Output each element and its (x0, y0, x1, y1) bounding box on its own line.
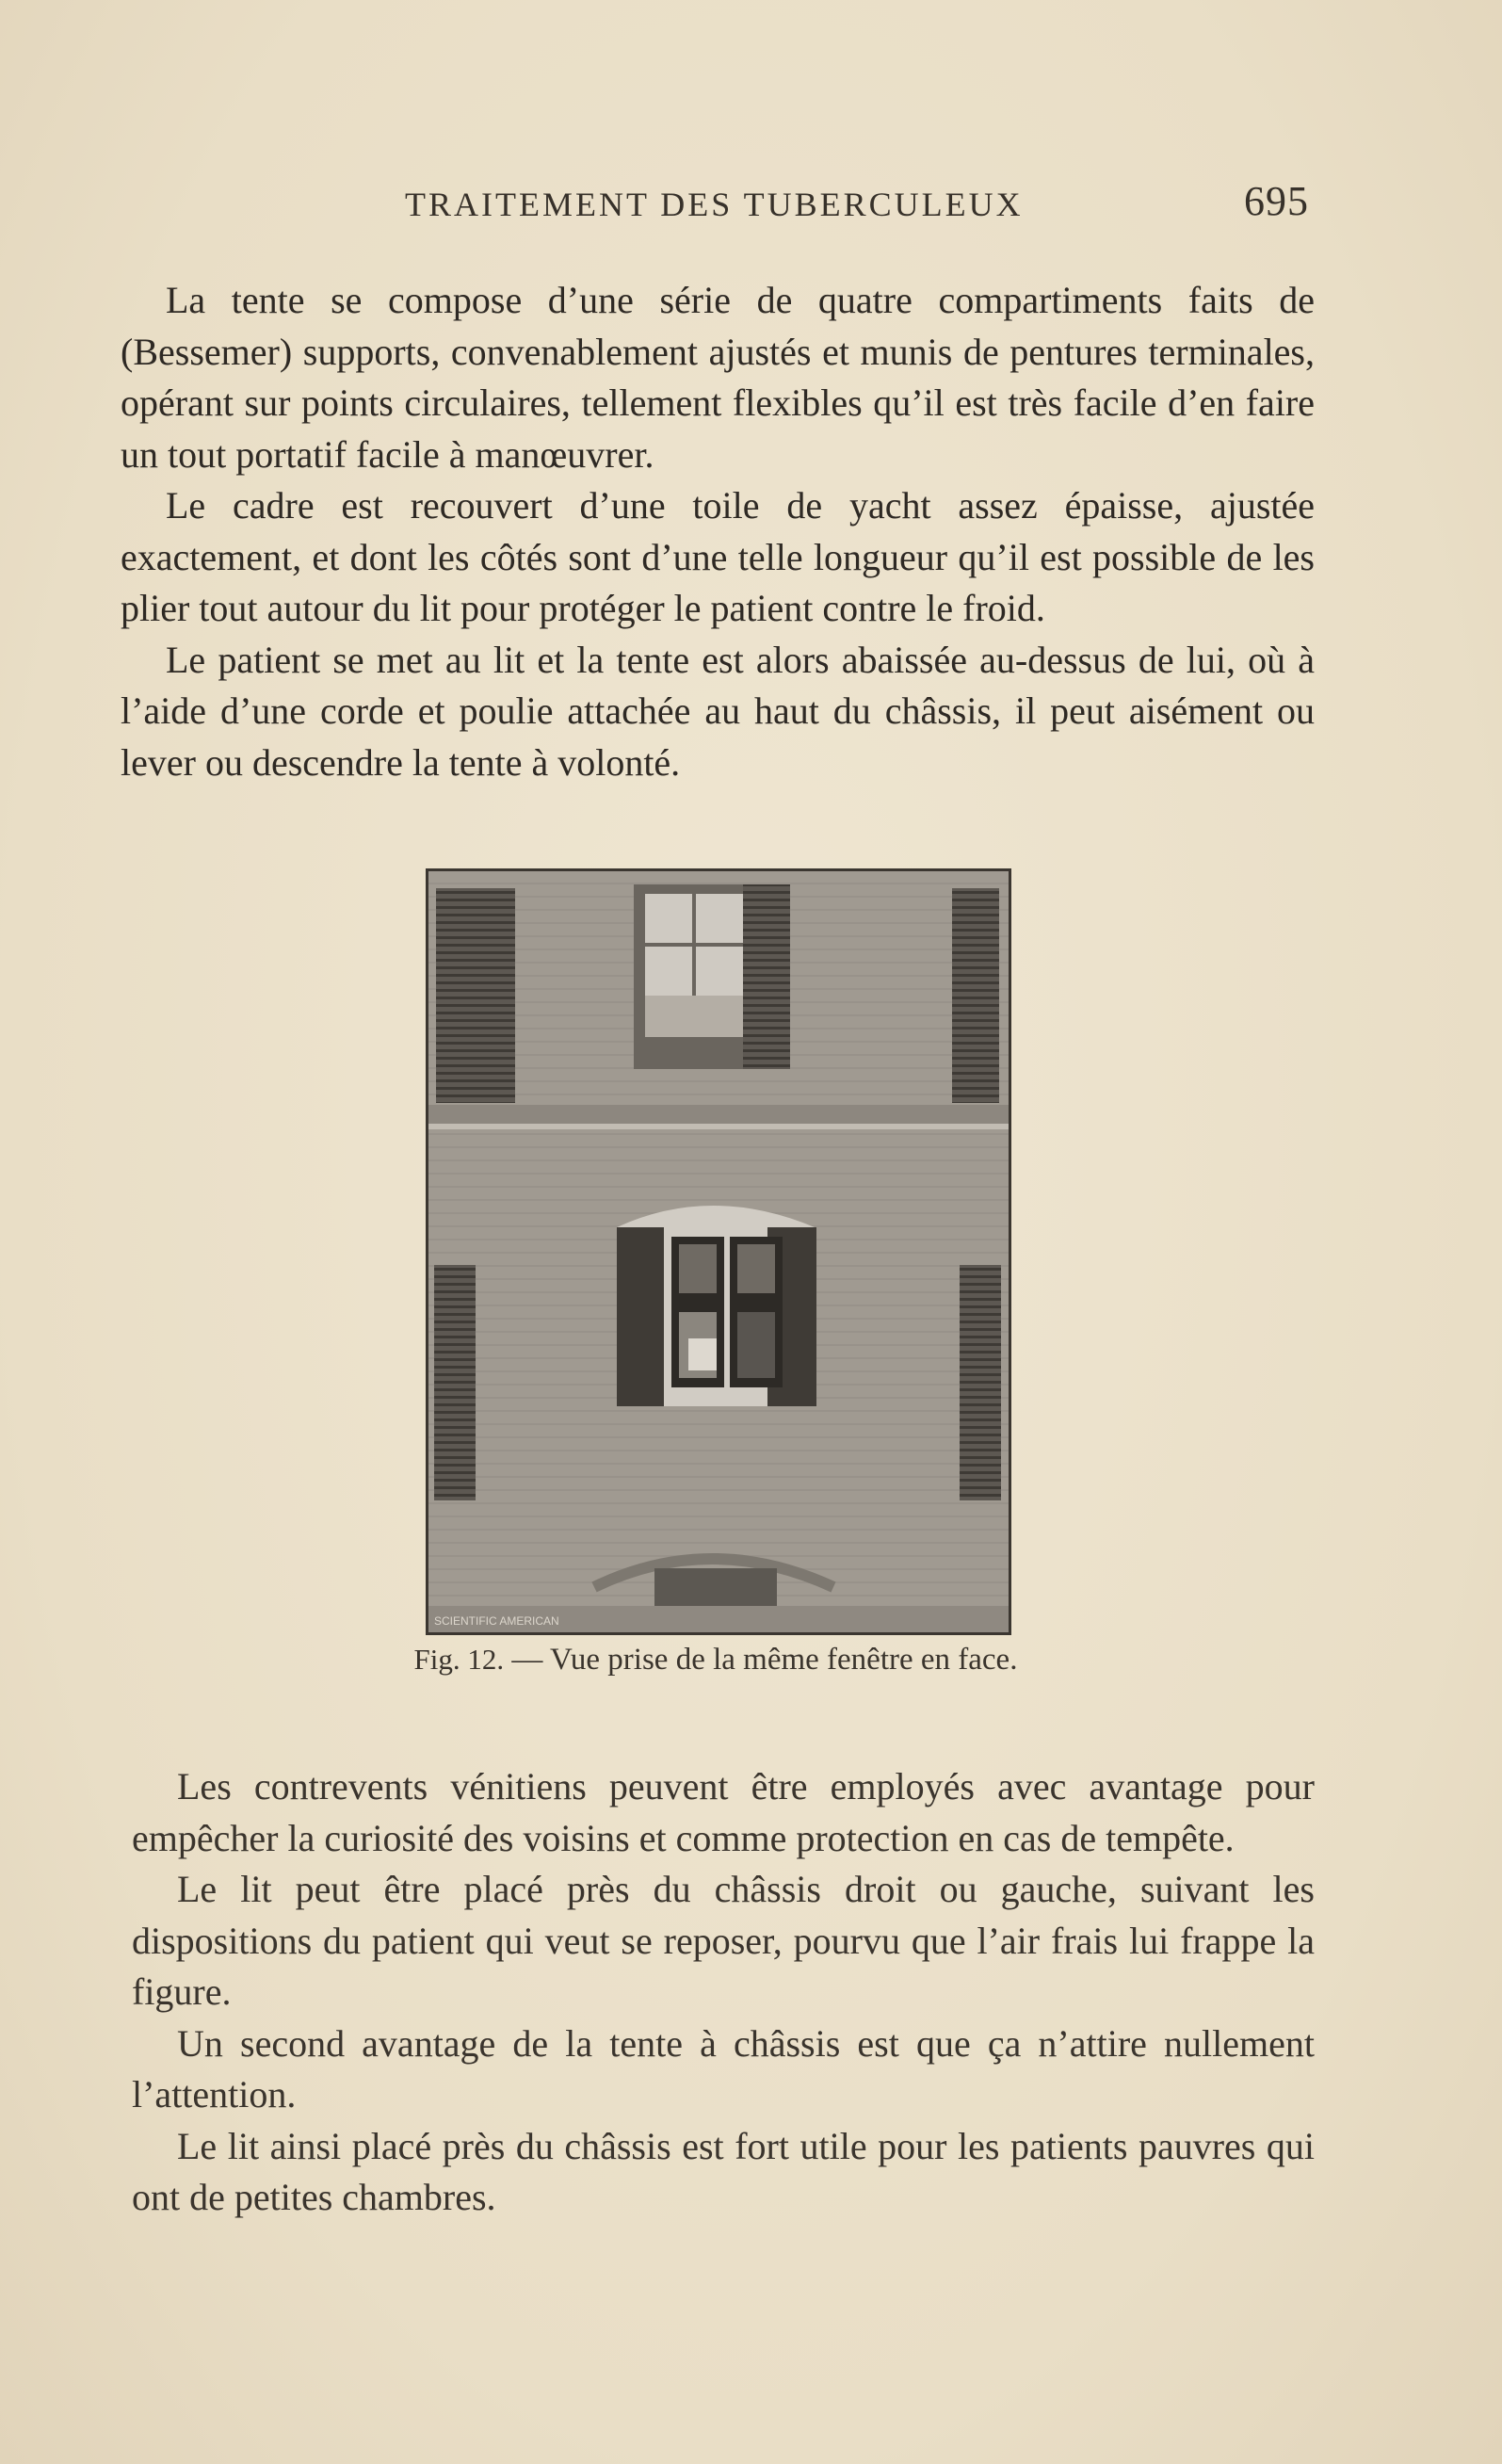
figure-photo-window-front (426, 868, 1011, 1635)
body-text-bottom (132, 1761, 1315, 2224)
figure-caption (377, 1641, 1055, 1678)
running-title: TRAITEMENT DES TUBERCULEUX (405, 186, 1024, 223)
window-facade-illustration (428, 871, 1009, 1632)
photo-stamp: SCIENTIFIC AMERICAN (434, 1614, 559, 1628)
page-number: 695 (1244, 178, 1309, 224)
paragraph: La tente se compose d’une série de quatre compartiments faits de (Bessemer) supports, convenablement ajustés et munis de pentures terminales, opérant sur points circulaires, tellement flexibles qu’il est très facile d’en faire un tout portatif facile à manœuvrer. (121, 279, 1315, 476)
paragraph: Le cadre est recouvert d’une toile de yacht assez épaisse, ajustée exactement, et dont les côtés sont d’une telle longueur qu’il est possible de les plier tout autour du lit pour protéger le patient contre le froid. (121, 484, 1315, 629)
figure-label: Fig. 12. (413, 1643, 505, 1676)
figure-caption-text: — Vue prise de la même fenêtre en face. (511, 1643, 1018, 1677)
body-text-top (121, 275, 1315, 788)
paragraph: Les contrevents vénitiens peuvent être employés avec avantage pour empêcher la curiosité des voisins et comme protection en cas de tempête. (132, 1765, 1315, 1859)
paragraph: Le lit peut être placé près du châssis droit ou gauche, suivant les dispositions du patient qui veut se reposer, pourvu que l’air frais lui frappe la figure. (132, 1868, 1315, 2013)
paragraph: Un second avantage de la tente à châssis est que ça n’attire nullement l’attention. (132, 2021, 1315, 2115)
paragraph: Le lit ainsi placé près du châssis est fort utile pour les patients pauvres qui ont de petites chambres. (132, 2124, 1315, 2218)
paragraph: Le patient se met au lit et la tente est alors abaissée au-dessus de lui, où à l’aide d’une corde et poulie attachée au haut du châssis, il peut aisément ou lever ou descendre la tente à volonté. (121, 638, 1315, 784)
